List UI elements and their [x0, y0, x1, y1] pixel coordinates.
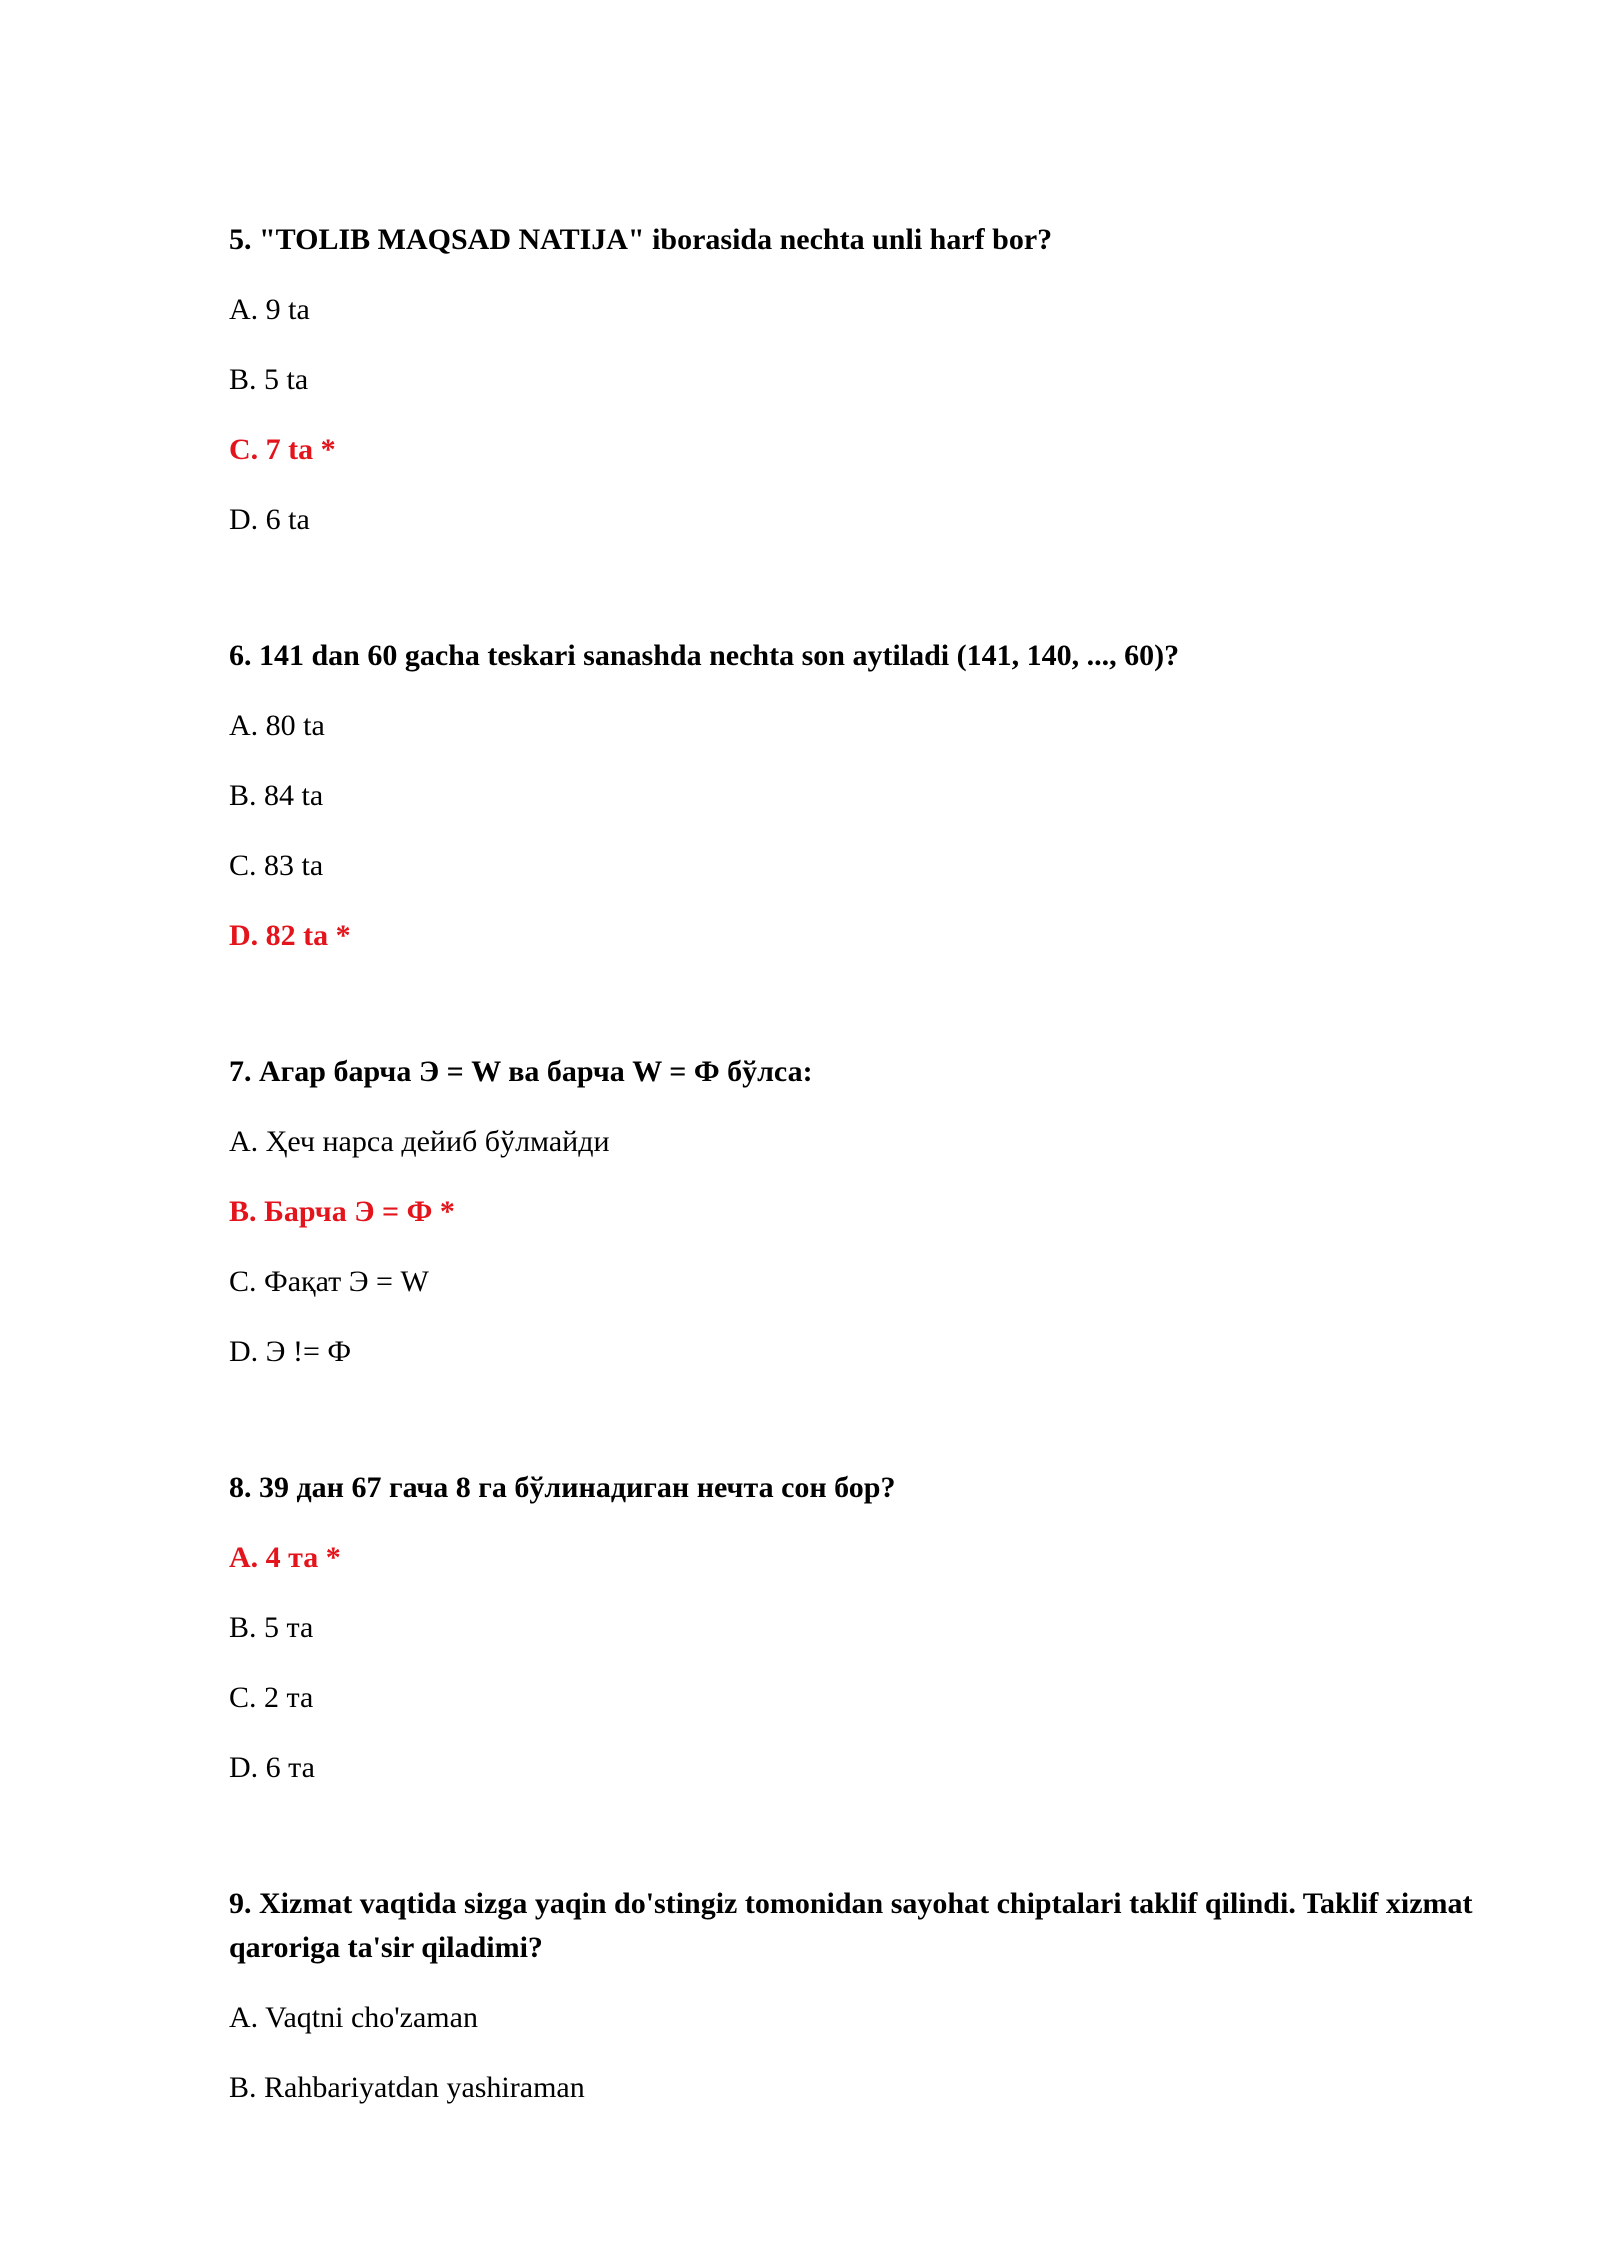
option-b: B. 5 ta: [229, 363, 309, 396]
question-text: 7. Агар барча Э = W ва барча W = Ф бўлса:: [229, 1055, 813, 1088]
option-a: A. 9 ta: [229, 293, 310, 326]
option-b: B. 84 ta: [229, 779, 324, 812]
document-page: [229, 218, 1529, 2110]
question-text: 6. 141 dan 60 gacha teskari sanashda nechta son aytiladi (141, 140, ..., 60)?: [229, 639, 1180, 672]
option-b: B. Rahbariyatdan yashiraman: [229, 2071, 585, 2104]
option-b-correct: B. Барча Э = Ф *: [229, 1195, 455, 1228]
question-text: 9. Xizmat vaqtida sizga yaqin do'stingiz tomonidan sayohat chiptalari taklif qilindi. Taklif xizmat qaroriga ta'sir qiladimi?: [229, 1887, 1473, 1964]
question-text: 8. 39 дан 67 гача 8 га бўлинадиган нечта сон бор?: [229, 1471, 896, 1504]
option-d-correct: D. 82 ta *: [229, 919, 351, 952]
option-c-correct: C. 7 ta *: [229, 433, 336, 466]
option-c: C. 2 та: [229, 1681, 314, 1714]
question-6: [229, 634, 1529, 958]
option-c: C. Фақат Э = W: [229, 1265, 429, 1298]
option-d: D. 6 та: [229, 1751, 315, 1784]
question-8: [229, 1466, 1529, 1790]
question-7: [229, 1050, 1529, 1374]
option-a: A. 80 ta: [229, 709, 325, 742]
question-9: [229, 1882, 1529, 2110]
option-d: D. 6 ta: [229, 503, 310, 536]
question-5: [229, 218, 1529, 542]
option-a: A. Vaqtni cho'zaman: [229, 2001, 478, 2034]
option-a-correct: A. 4 та *: [229, 1541, 341, 1574]
question-text: 5. "TOLIB MAQSAD NATIJA" iborasida nechta unli harf bor?: [229, 223, 1053, 256]
option-c: C. 83 ta: [229, 849, 324, 882]
option-d: D. Э != Ф: [229, 1335, 352, 1368]
option-b: B. 5 та: [229, 1611, 314, 1644]
option-a: A. Ҳеч нарса дейиб бўлмайди: [229, 1125, 610, 1158]
